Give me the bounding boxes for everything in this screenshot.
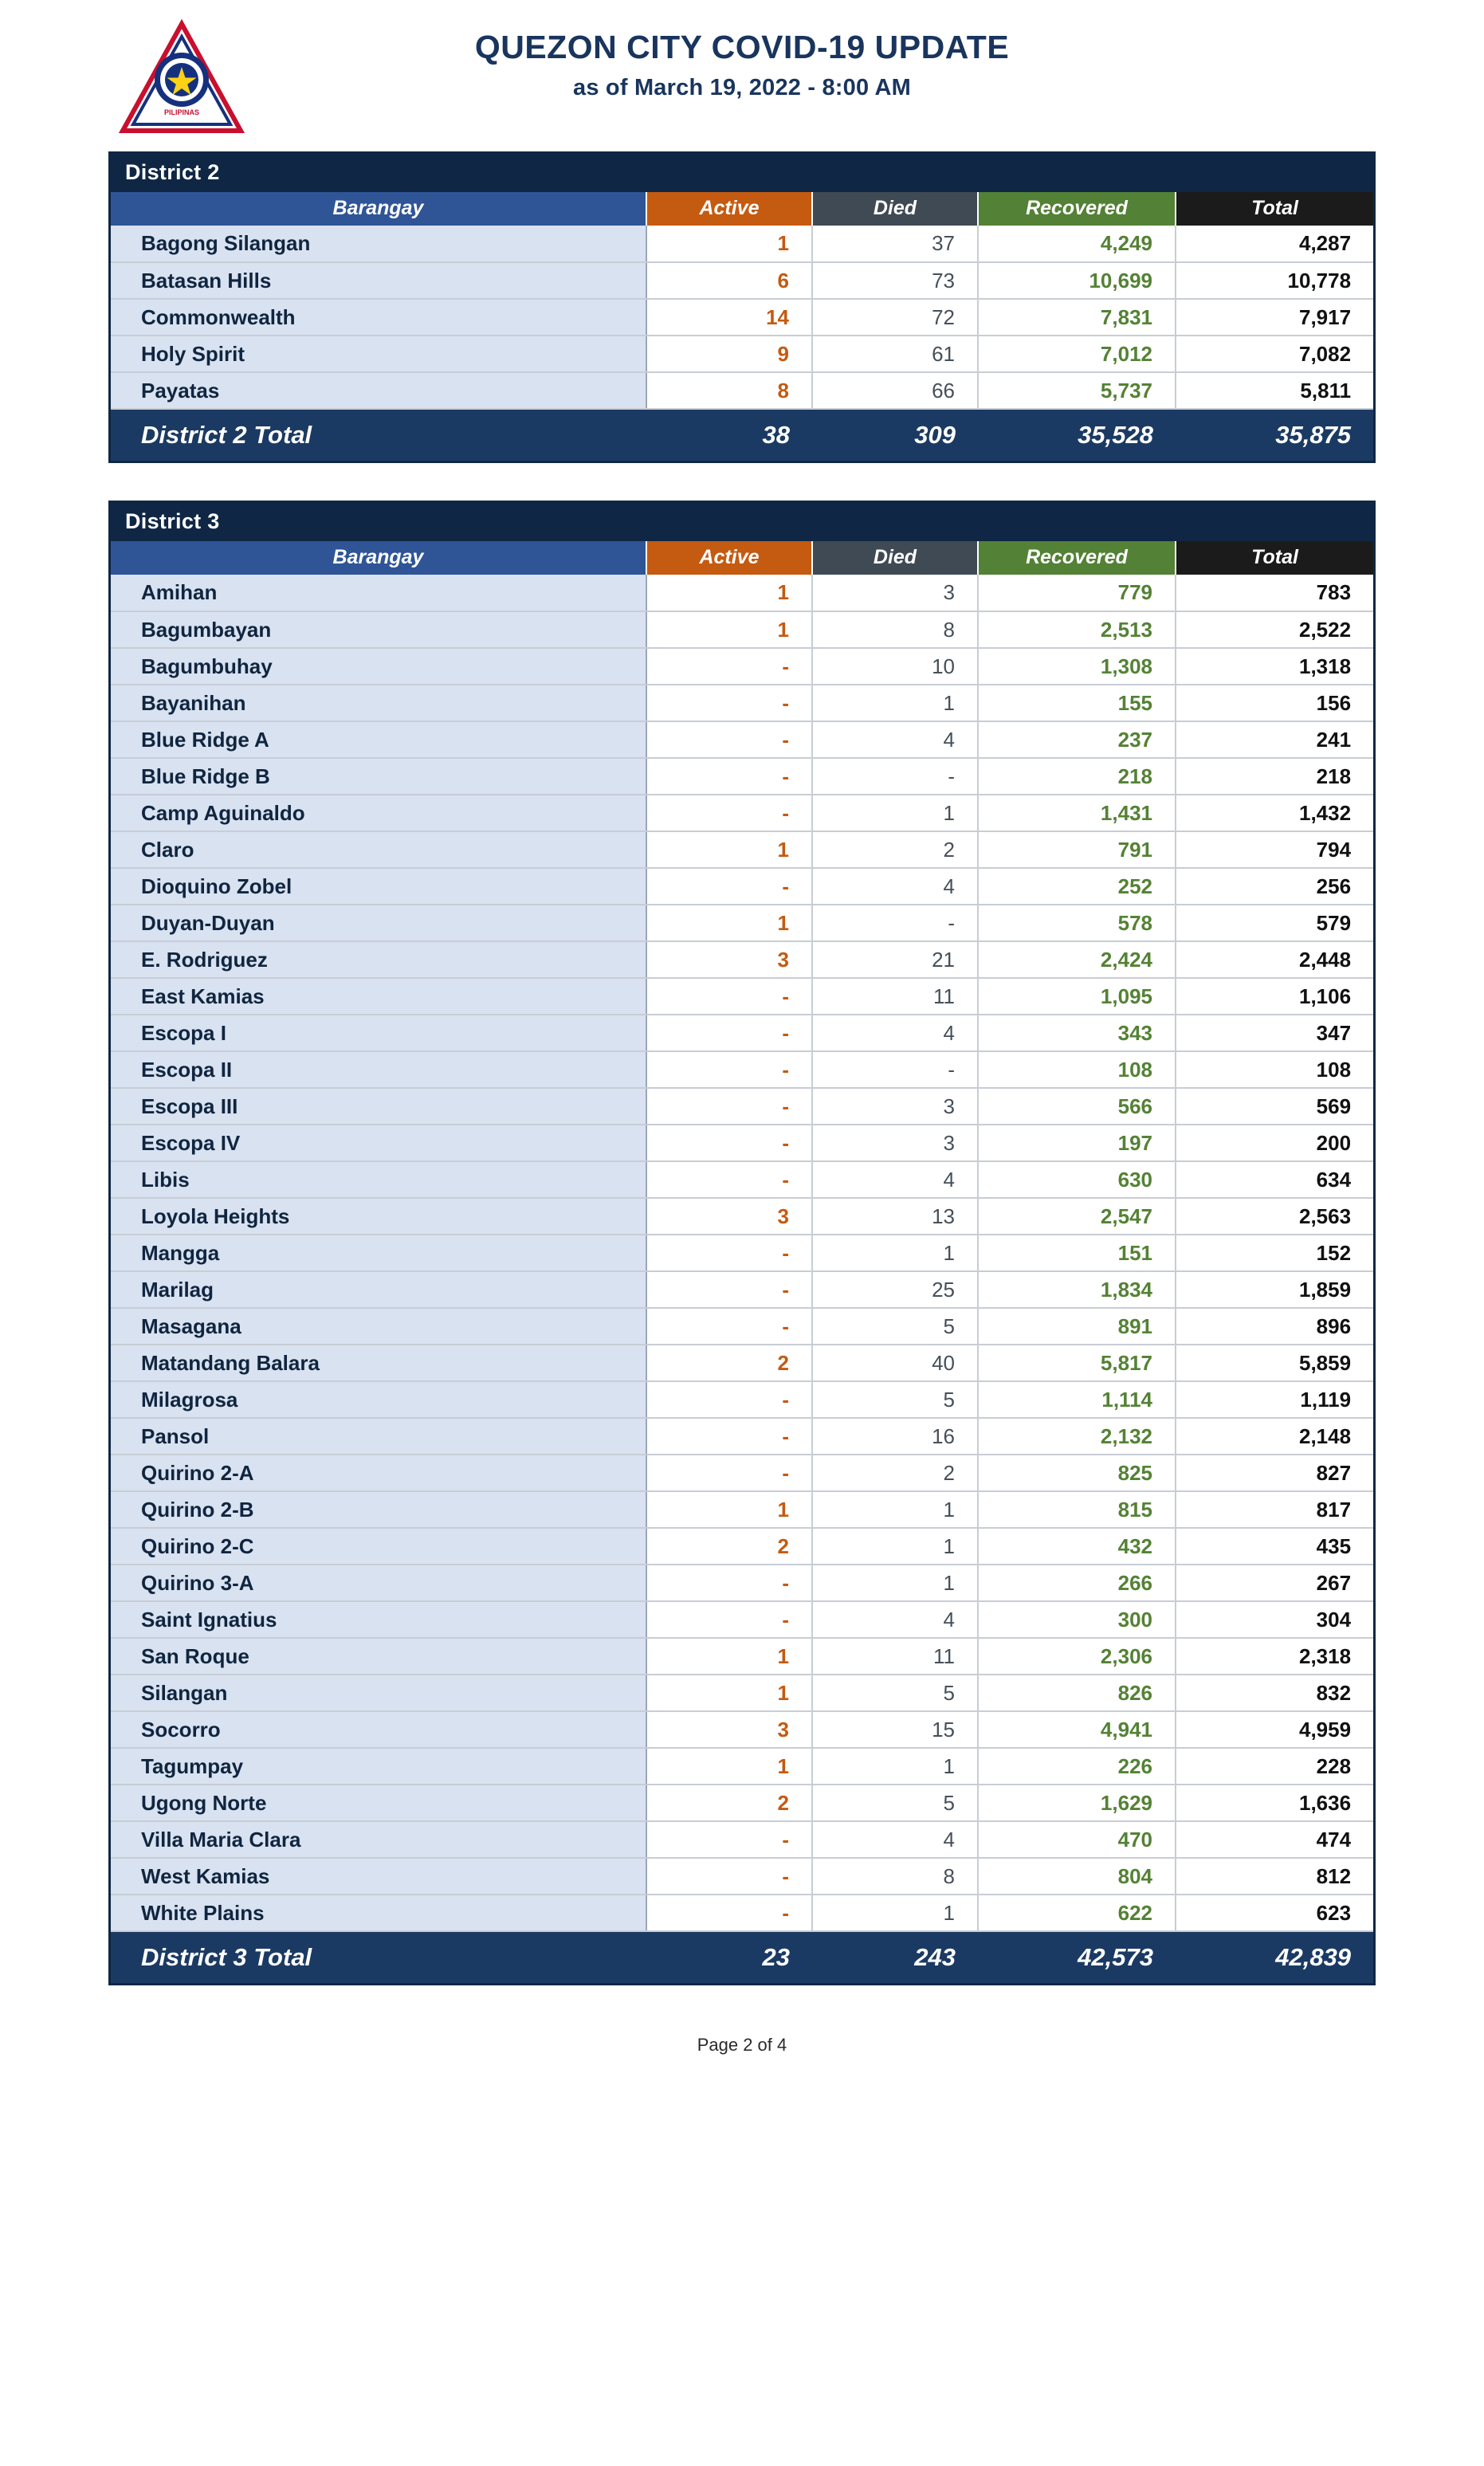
died-value: 3 xyxy=(812,575,978,611)
recovered-value: 2,513 xyxy=(978,611,1176,648)
column-header-died: Died xyxy=(812,192,978,226)
recovered-value: 10,699 xyxy=(978,262,1176,299)
active-value: - xyxy=(646,1235,812,1271)
died-value: 21 xyxy=(812,941,978,978)
barangay-name: Villa Maria Clara xyxy=(111,1821,646,1858)
table-row xyxy=(111,978,1373,1015)
barangay-name: Blue Ridge A xyxy=(111,721,646,758)
total-value: 10,778 xyxy=(1176,262,1373,299)
district-title-row xyxy=(111,154,1373,192)
barangay-name: Escopa II xyxy=(111,1051,646,1088)
recovered-value: 470 xyxy=(978,1821,1176,1858)
recovered-value: 151 xyxy=(978,1235,1176,1271)
district-total-row xyxy=(111,409,1373,461)
recovered-value: 2,547 xyxy=(978,1198,1176,1235)
died-value: 1 xyxy=(812,1565,978,1601)
died-value: 16 xyxy=(812,1418,978,1455)
died-value: 25 xyxy=(812,1271,978,1308)
total-value: 832 xyxy=(1176,1675,1373,1711)
table-row xyxy=(111,1601,1373,1638)
recovered-value: 566 xyxy=(978,1088,1176,1125)
died-value: 5 xyxy=(812,1675,978,1711)
barangay-name: Pansol xyxy=(111,1418,646,1455)
district-total-active: 38 xyxy=(646,409,812,461)
table-row xyxy=(111,611,1373,648)
column-header-active: Active xyxy=(646,541,812,575)
died-value: 40 xyxy=(812,1345,978,1381)
active-value: 3 xyxy=(646,1198,812,1235)
column-header-row xyxy=(111,541,1373,575)
recovered-value: 825 xyxy=(978,1455,1176,1491)
table-row xyxy=(111,1161,1373,1198)
recovered-value: 1,834 xyxy=(978,1271,1176,1308)
district-total-active: 23 xyxy=(646,1931,812,1983)
active-value: 1 xyxy=(646,226,812,262)
recovered-value: 343 xyxy=(978,1015,1176,1051)
died-value: 1 xyxy=(812,795,978,831)
recovered-value: 197 xyxy=(978,1125,1176,1161)
recovered-value: 2,424 xyxy=(978,941,1176,978)
barangay-name: Bayanihan xyxy=(111,685,646,721)
recovered-value: 5,817 xyxy=(978,1345,1176,1381)
died-value: 5 xyxy=(812,1308,978,1345)
died-value: 66 xyxy=(812,372,978,409)
active-value: - xyxy=(646,721,812,758)
total-value: 1,318 xyxy=(1176,648,1373,685)
table-row xyxy=(111,721,1373,758)
page-title: QUEZON CITY COVID-19 UPDATE xyxy=(474,29,1010,65)
recovered-value: 7,831 xyxy=(978,299,1176,336)
recovered-value: 630 xyxy=(978,1161,1176,1198)
barangay-name: Amihan xyxy=(111,575,646,611)
barangay-name: Milagrosa xyxy=(111,1381,646,1418)
active-value: 6 xyxy=(646,262,812,299)
total-value: 218 xyxy=(1176,758,1373,795)
total-value: 4,959 xyxy=(1176,1711,1373,1748)
active-value: 1 xyxy=(646,611,812,648)
barangay-name: Tagumpay xyxy=(111,1748,646,1785)
active-value: 2 xyxy=(646,1785,812,1821)
died-value: 3 xyxy=(812,1125,978,1161)
recovered-value: 1,629 xyxy=(978,1785,1176,1821)
recovered-value: 891 xyxy=(978,1308,1176,1345)
column-header-recovered: Recovered xyxy=(978,192,1176,226)
district-title: District 2 xyxy=(111,154,1373,192)
total-value: 2,522 xyxy=(1176,611,1373,648)
total-value: 579 xyxy=(1176,905,1373,941)
total-value: 152 xyxy=(1176,1235,1373,1271)
barangay-name: Matandang Balara xyxy=(111,1345,646,1381)
total-value: 1,106 xyxy=(1176,978,1373,1015)
active-value: 1 xyxy=(646,1638,812,1675)
total-value: 4,287 xyxy=(1176,226,1373,262)
recovered-value: 4,249 xyxy=(978,226,1176,262)
recovered-value: 300 xyxy=(978,1601,1176,1638)
active-value: - xyxy=(646,1601,812,1638)
active-value: 1 xyxy=(646,905,812,941)
active-value: 8 xyxy=(646,372,812,409)
active-value: - xyxy=(646,1161,812,1198)
total-value: 812 xyxy=(1176,1858,1373,1895)
table-row xyxy=(111,299,1373,336)
active-value: 3 xyxy=(646,1711,812,1748)
total-value: 267 xyxy=(1176,1565,1373,1601)
barangay-name: E. Rodriguez xyxy=(111,941,646,978)
recovered-value: 5,737 xyxy=(978,372,1176,409)
district-total-label: District 2 Total xyxy=(111,409,646,461)
recovered-value: 791 xyxy=(978,831,1176,868)
recovered-value: 266 xyxy=(978,1565,1176,1601)
active-value: - xyxy=(646,1051,812,1088)
table-row xyxy=(111,685,1373,721)
active-value: - xyxy=(646,1821,812,1858)
active-value: - xyxy=(646,1308,812,1345)
died-value: 4 xyxy=(812,1821,978,1858)
table-row xyxy=(111,372,1373,409)
died-value: 37 xyxy=(812,226,978,262)
quezon-city-seal-icon xyxy=(118,19,245,139)
table-row xyxy=(111,1345,1373,1381)
total-value: 623 xyxy=(1176,1895,1373,1931)
barangay-name: Quirino 2-B xyxy=(111,1491,646,1528)
page-subtitle: as of March 19, 2022 - 8:00 AM xyxy=(573,75,911,101)
recovered-value: 252 xyxy=(978,868,1176,905)
column-header-active: Active xyxy=(646,192,812,226)
died-value: 11 xyxy=(812,978,978,1015)
total-value: 2,148 xyxy=(1176,1418,1373,1455)
barangay-name: Bagumbayan xyxy=(111,611,646,648)
table-row xyxy=(111,1418,1373,1455)
total-value: 1,859 xyxy=(1176,1271,1373,1308)
active-value: - xyxy=(646,685,812,721)
total-value: 7,082 xyxy=(1176,336,1373,372)
active-value: 2 xyxy=(646,1345,812,1381)
total-value: 2,448 xyxy=(1176,941,1373,978)
active-value: 1 xyxy=(646,1748,812,1785)
died-value: 1 xyxy=(812,1235,978,1271)
active-value: 1 xyxy=(646,1491,812,1528)
active-value: 1 xyxy=(646,831,812,868)
died-value: 4 xyxy=(812,1161,978,1198)
active-value: - xyxy=(646,1125,812,1161)
total-value: 347 xyxy=(1176,1015,1373,1051)
district-total-total: 35,875 xyxy=(1176,409,1373,461)
active-value: - xyxy=(646,868,812,905)
barangay-name: Quirino 3-A xyxy=(111,1565,646,1601)
barangay-name: Quirino 2-C xyxy=(111,1528,646,1565)
active-value: - xyxy=(646,758,812,795)
table-row xyxy=(111,831,1373,868)
total-value: 156 xyxy=(1176,685,1373,721)
table-row xyxy=(111,575,1373,611)
table-row xyxy=(111,1015,1373,1051)
barangay-name: Escopa I xyxy=(111,1015,646,1051)
barangay-name: Mangga xyxy=(111,1235,646,1271)
table-row xyxy=(111,1455,1373,1491)
active-value: 1 xyxy=(646,575,812,611)
recovered-value: 815 xyxy=(978,1491,1176,1528)
recovered-value: 237 xyxy=(978,721,1176,758)
table-row xyxy=(111,1491,1373,1528)
table-row xyxy=(111,1638,1373,1675)
active-value: - xyxy=(646,1858,812,1895)
active-value: - xyxy=(646,1455,812,1491)
table-row xyxy=(111,226,1373,262)
recovered-value: 218 xyxy=(978,758,1176,795)
district-title: District 3 xyxy=(111,503,1373,541)
barangay-name: Duyan-Duyan xyxy=(111,905,646,941)
recovered-value: 804 xyxy=(978,1858,1176,1895)
died-value: 8 xyxy=(812,611,978,648)
active-value: - xyxy=(646,1565,812,1601)
died-value: 4 xyxy=(812,721,978,758)
died-value: 15 xyxy=(812,1711,978,1748)
table-row xyxy=(111,1088,1373,1125)
district-3-table xyxy=(108,501,1376,1985)
died-value: 4 xyxy=(812,1601,978,1638)
died-value: 61 xyxy=(812,336,978,372)
barangay-name: Commonwealth xyxy=(111,299,646,336)
died-value: 1 xyxy=(812,1748,978,1785)
active-value: - xyxy=(646,978,812,1015)
table-row xyxy=(111,758,1373,795)
died-value: 72 xyxy=(812,299,978,336)
page-header xyxy=(0,0,1484,151)
died-value: - xyxy=(812,1051,978,1088)
died-value: 4 xyxy=(812,1015,978,1051)
barangay-name: Batasan Hills xyxy=(111,262,646,299)
total-value: 2,318 xyxy=(1176,1638,1373,1675)
table-row xyxy=(111,648,1373,685)
died-value: 1 xyxy=(812,1491,978,1528)
table-row xyxy=(111,1198,1373,1235)
barangay-name: East Kamias xyxy=(111,978,646,1015)
table-row xyxy=(111,1858,1373,1895)
barangay-name: Marilag xyxy=(111,1271,646,1308)
died-value: 3 xyxy=(812,1088,978,1125)
barangay-name: Holy Spirit xyxy=(111,336,646,372)
recovered-value: 226 xyxy=(978,1748,1176,1785)
table-row xyxy=(111,1308,1373,1345)
total-value: 569 xyxy=(1176,1088,1373,1125)
total-value: 783 xyxy=(1176,575,1373,611)
svg-text:PILIPINAS: PILIPINAS xyxy=(163,108,200,116)
district-title-row xyxy=(111,503,1373,541)
total-value: 2,563 xyxy=(1176,1198,1373,1235)
table-row xyxy=(111,1748,1373,1785)
recovered-value: 155 xyxy=(978,685,1176,721)
died-value: 11 xyxy=(812,1638,978,1675)
district-total-recovered: 35,528 xyxy=(978,409,1176,461)
table-row xyxy=(111,1271,1373,1308)
district-total-total: 42,839 xyxy=(1176,1931,1373,1983)
column-header-barangay: Barangay xyxy=(111,541,646,575)
total-value: 827 xyxy=(1176,1455,1373,1491)
table-row xyxy=(111,1381,1373,1418)
table-row xyxy=(111,941,1373,978)
barangay-name: Camp Aguinaldo xyxy=(111,795,646,831)
barangay-name: Socorro xyxy=(111,1711,646,1748)
table-row xyxy=(111,905,1373,941)
table-row xyxy=(111,1675,1373,1711)
active-value: - xyxy=(646,1895,812,1931)
active-value: 14 xyxy=(646,299,812,336)
total-value: 5,811 xyxy=(1176,372,1373,409)
active-value: 2 xyxy=(646,1528,812,1565)
barangay-name: Escopa IV xyxy=(111,1125,646,1161)
recovered-value: 108 xyxy=(978,1051,1176,1088)
recovered-value: 1,114 xyxy=(978,1381,1176,1418)
total-value: 634 xyxy=(1176,1161,1373,1198)
table-row xyxy=(111,1565,1373,1601)
died-value: 8 xyxy=(812,1858,978,1895)
total-value: 200 xyxy=(1176,1125,1373,1161)
recovered-value: 1,095 xyxy=(978,978,1176,1015)
active-value: - xyxy=(646,1015,812,1051)
column-header-recovered: Recovered xyxy=(978,541,1176,575)
died-value: 13 xyxy=(812,1198,978,1235)
total-value: 304 xyxy=(1176,1601,1373,1638)
column-header-barangay: Barangay xyxy=(111,192,646,226)
died-value: - xyxy=(812,905,978,941)
died-value: 2 xyxy=(812,831,978,868)
total-value: 228 xyxy=(1176,1748,1373,1785)
total-value: 794 xyxy=(1176,831,1373,868)
table-row xyxy=(111,1895,1373,1931)
barangay-name: Libis xyxy=(111,1161,646,1198)
recovered-value: 7,012 xyxy=(978,336,1176,372)
total-value: 435 xyxy=(1176,1528,1373,1565)
barangay-name: Payatas xyxy=(111,372,646,409)
active-value: - xyxy=(646,795,812,831)
table-row xyxy=(111,868,1373,905)
district-total-row xyxy=(111,1931,1373,1983)
recovered-value: 2,132 xyxy=(978,1418,1176,1455)
recovered-value: 779 xyxy=(978,575,1176,611)
barangay-name: Masagana xyxy=(111,1308,646,1345)
table-row xyxy=(111,1051,1373,1088)
table-row xyxy=(111,1528,1373,1565)
died-value: 5 xyxy=(812,1785,978,1821)
died-value: 4 xyxy=(812,868,978,905)
total-value: 108 xyxy=(1176,1051,1373,1088)
barangay-name: West Kamias xyxy=(111,1858,646,1895)
column-header-died: Died xyxy=(812,541,978,575)
active-value: - xyxy=(646,1271,812,1308)
active-value: - xyxy=(646,1418,812,1455)
barangay-name: Bagumbuhay xyxy=(111,648,646,685)
barangay-name: Quirino 2-A xyxy=(111,1455,646,1491)
total-value: 256 xyxy=(1176,868,1373,905)
total-value: 241 xyxy=(1176,721,1373,758)
table-row xyxy=(111,336,1373,372)
barangay-name: Loyola Heights xyxy=(111,1198,646,1235)
died-value: 1 xyxy=(812,1895,978,1931)
active-value: - xyxy=(646,1088,812,1125)
table-row xyxy=(111,1711,1373,1748)
recovered-value: 432 xyxy=(978,1528,1176,1565)
district-total-died: 243 xyxy=(812,1931,978,1983)
column-header-row xyxy=(111,192,1373,226)
barangay-name: Escopa III xyxy=(111,1088,646,1125)
died-value: 1 xyxy=(812,1528,978,1565)
table-row xyxy=(111,1125,1373,1161)
total-value: 896 xyxy=(1176,1308,1373,1345)
active-value: 9 xyxy=(646,336,812,372)
recovered-value: 826 xyxy=(978,1675,1176,1711)
died-value: 73 xyxy=(812,262,978,299)
district-total-recovered: 42,573 xyxy=(978,1931,1176,1983)
active-value: - xyxy=(646,1381,812,1418)
total-value: 474 xyxy=(1176,1821,1373,1858)
barangay-name: Silangan xyxy=(111,1675,646,1711)
barangay-name: Bagong Silangan xyxy=(111,226,646,262)
barangay-name: Ugong Norte xyxy=(111,1785,646,1821)
died-value: - xyxy=(812,758,978,795)
barangay-name: Saint Ignatius xyxy=(111,1601,646,1638)
recovered-value: 2,306 xyxy=(978,1638,1176,1675)
died-value: 2 xyxy=(812,1455,978,1491)
barangay-name: Dioquino Zobel xyxy=(111,868,646,905)
recovered-value: 1,308 xyxy=(978,648,1176,685)
recovered-value: 578 xyxy=(978,905,1176,941)
page-footer: Page 2 of 4 xyxy=(697,2035,787,2055)
district-total-died: 309 xyxy=(812,409,978,461)
district-total-label: District 3 Total xyxy=(111,1931,646,1983)
recovered-value: 1,431 xyxy=(978,795,1176,831)
died-value: 5 xyxy=(812,1381,978,1418)
active-value: 3 xyxy=(646,941,812,978)
total-value: 7,917 xyxy=(1176,299,1373,336)
total-value: 1,119 xyxy=(1176,1381,1373,1418)
recovered-value: 4,941 xyxy=(978,1711,1176,1748)
column-header-total: Total xyxy=(1176,192,1373,226)
active-value: - xyxy=(646,648,812,685)
table-row xyxy=(111,1821,1373,1858)
died-value: 1 xyxy=(812,685,978,721)
district-2-table xyxy=(108,151,1376,463)
total-value: 5,859 xyxy=(1176,1345,1373,1381)
total-value: 1,636 xyxy=(1176,1785,1373,1821)
recovered-value: 622 xyxy=(978,1895,1176,1931)
barangay-name: White Plains xyxy=(111,1895,646,1931)
table-row xyxy=(111,795,1373,831)
total-value: 1,432 xyxy=(1176,795,1373,831)
table-row xyxy=(111,1235,1373,1271)
barangay-name: Blue Ridge B xyxy=(111,758,646,795)
table-row xyxy=(111,262,1373,299)
barangay-name: San Roque xyxy=(111,1638,646,1675)
total-value: 817 xyxy=(1176,1491,1373,1528)
active-value: 1 xyxy=(646,1675,812,1711)
table-row xyxy=(111,1785,1373,1821)
barangay-name: Claro xyxy=(111,831,646,868)
died-value: 10 xyxy=(812,648,978,685)
column-header-total: Total xyxy=(1176,541,1373,575)
